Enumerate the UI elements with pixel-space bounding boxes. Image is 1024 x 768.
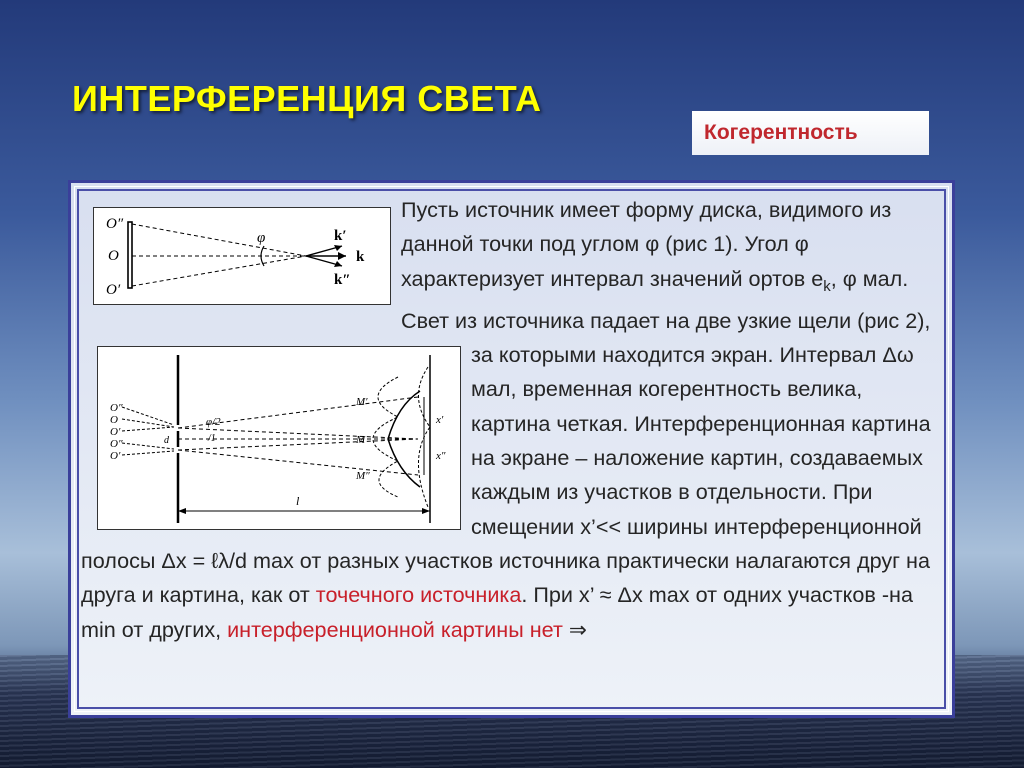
topic-tag: Когерентность — [692, 111, 929, 155]
fig1-label-o-top: O″ — [106, 216, 124, 232]
svg-text:O′: O′ — [110, 450, 121, 463]
fig1-label-k-bot: k″ — [334, 272, 351, 288]
fig1-label-k-mid: k — [356, 249, 365, 265]
svg-text:/1: /1 — [208, 433, 216, 445]
svg-text:l: l — [296, 494, 300, 509]
svg-text:x″: x″ — [436, 450, 446, 463]
svg-text:M″: M″ — [356, 470, 370, 483]
implies-arrow: ⇒ — [562, 616, 587, 642]
figure-1-disk-source — [93, 207, 391, 305]
fig1-label-k-top: k′ — [334, 228, 347, 244]
body-text — [81, 193, 942, 647]
paragraph-1: Пусть источник имеет форму диска, видимого из данной точки под углом φ (рис 1). Угол φ характеризует интервал значений ортов е — [401, 197, 892, 291]
svg-text:O″: O″ — [110, 402, 123, 415]
figure-2-double-slit — [97, 346, 461, 530]
paragraph-4: . При x’ ≈ Δx max от одних участков -на min от других, — [81, 582, 913, 642]
fig1-label-o-bot: O′ — [106, 282, 121, 298]
svg-text:O: O — [110, 414, 118, 427]
svg-text:x′: x′ — [436, 414, 444, 427]
svg-text:M′: M′ — [356, 396, 368, 409]
svg-text:O′: O′ — [110, 426, 121, 439]
highlight-point-source: точечного источника — [315, 582, 522, 608]
svg-text:φ/2: φ/2 — [206, 416, 221, 429]
svg-text:M: M — [356, 434, 366, 447]
ort-subscript: k — [823, 277, 831, 295]
paragraph-2: , φ мал. Свет из источника падает на две узкие щели (рис 2), за которыми находится экран. Интервал — [401, 265, 931, 368]
svg-text:d: d — [164, 435, 169, 447]
fig1-label-phi: φ — [257, 230, 266, 246]
fig1-label-o-mid: O — [108, 248, 119, 264]
content-panel — [68, 180, 955, 718]
highlight-no-pattern: интерференционной картины нет — [227, 616, 563, 642]
slide-title: ИНТЕРФЕРЕНЦИЯ СВЕТА — [72, 78, 542, 119]
svg-text:O″: O″ — [110, 438, 123, 451]
paragraph-3: Δω мал, временная когерентность велика, картина четкая. Интерференционная картина на экране – наложение картин, создаваемых каждым из участков в отдельности. При смещении x’<< ширины интерференционной полосы Δx = ℓλ/d max от разных участков источника практически налагаются друг на друга и картина, как от — [81, 342, 931, 608]
